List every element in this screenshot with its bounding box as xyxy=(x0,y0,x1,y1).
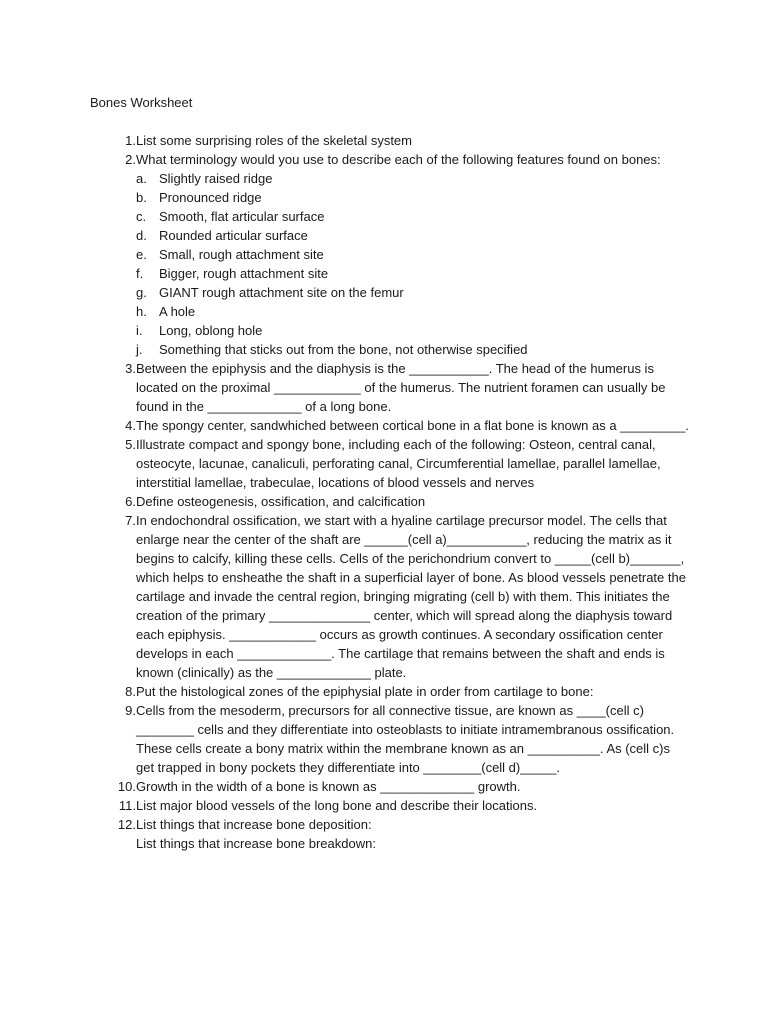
page-title: Bones Worksheet xyxy=(90,95,193,110)
question-text: The spongy center, sandwhiched between cortical bone in a flat bone is known as a _________. xyxy=(136,418,689,433)
question-item xyxy=(90,701,690,777)
subquestion-text: Something that sticks out from the bone, not otherwise specified xyxy=(159,342,528,357)
question-number-cell xyxy=(90,359,136,416)
question-item xyxy=(90,511,690,682)
question-item xyxy=(90,150,690,359)
subquestion-item xyxy=(136,245,690,264)
subquestion-text: Pronounced ridge xyxy=(159,190,262,205)
subquestion-letter: d. xyxy=(136,228,147,243)
subquestion-list xyxy=(136,169,690,359)
question-item xyxy=(90,416,690,435)
question-number: 7. xyxy=(125,513,136,528)
question-number-cell xyxy=(90,701,136,777)
subquestion-item xyxy=(136,264,690,283)
question-number: 2. xyxy=(125,152,136,167)
subquestion-item xyxy=(136,188,690,207)
question-body xyxy=(136,492,690,511)
question-item xyxy=(90,492,690,511)
question-body xyxy=(136,416,690,435)
question-text: Define osteogenesis, ossification, and calcification xyxy=(136,494,426,509)
subquestion-letter: j. xyxy=(136,342,143,357)
subquestion-letter: i. xyxy=(136,323,143,338)
question-text: In endochondral ossification, we start with a hyaline cartilage precursor model. The cells that enlarge near the center of the shaft are ______(cell a)___________, reducing the matrix as it begins to calcify, killing these cells. Cells of the perichondrium convert to _____(cell b)_______, which helps to ensheathe the shaft in a superficial layer of bone. As blood vessels penetrate the cartilage and invade the central region, bringing migrating (cell b) with them. This initiates the creation of the primary ______________ center, which will spread along the diaphysis toward each epiphysis. ____________ occurs as growth continues. A secondary ossification center develops in each _____________. The cartilage that remains between the shaft and ends is known (clinically) as the _____________ plate. xyxy=(136,513,686,680)
subquestion-item xyxy=(136,226,690,245)
question-text: Illustrate compact and spongy bone, including each of the following: Osteon, central canal, osteocyte, lacunae, canaliculi, perforating canal, Circumferential lamellae, parallel lamellae, interstitial lamellae, trabeculae, locations of blood vessels and nerves xyxy=(136,437,661,490)
subquestion-letter: b. xyxy=(136,190,147,205)
question-text: List some surprising roles of the skeletal system xyxy=(136,133,412,148)
question-text: Put the histological zones of the epiphysial plate in order from cartilage to bone: xyxy=(136,684,594,699)
subquestion-text: Small, rough attachment site xyxy=(159,247,324,262)
question-number-cell xyxy=(90,511,136,682)
subquestion-letter: g. xyxy=(136,285,147,300)
subquestion-letter: f. xyxy=(136,266,144,281)
question-number-cell xyxy=(90,150,136,359)
question-body xyxy=(136,511,690,682)
question-number-cell xyxy=(90,682,136,701)
question-number: 8. xyxy=(125,684,136,699)
question-number: 4. xyxy=(125,418,136,433)
subquestion-item xyxy=(136,207,690,226)
question-number-cell xyxy=(90,131,136,150)
subquestion-item xyxy=(136,302,690,321)
subquestion-item xyxy=(136,283,690,302)
question-number: 5. xyxy=(125,437,136,452)
question-text: List things that increase bone deposition: xyxy=(136,817,372,832)
question-number-cell xyxy=(90,416,136,435)
question-number-cell xyxy=(90,815,136,853)
question-number-cell xyxy=(90,777,136,796)
question-body xyxy=(136,682,690,701)
question-item xyxy=(90,777,690,796)
question-item xyxy=(90,682,690,701)
question-list xyxy=(90,131,690,853)
subquestion-text: Smooth, flat articular surface xyxy=(159,209,325,224)
question-body xyxy=(136,131,690,150)
question-number: 6. xyxy=(125,494,136,509)
question-item xyxy=(90,815,690,853)
question-body xyxy=(136,150,690,359)
subquestion-item xyxy=(136,169,690,188)
question-item xyxy=(90,796,690,815)
question-number: 1. xyxy=(125,133,136,148)
question-body xyxy=(136,435,690,492)
question-body xyxy=(136,815,690,853)
question-body xyxy=(136,796,690,815)
subquestion-letter: e. xyxy=(136,247,147,262)
question-body xyxy=(136,777,690,796)
question-item xyxy=(90,359,690,416)
question-text: Cells from the mesoderm, precursors for all connective tissue, are known as ____(cell c) ________ cells and they differentiate into osteoblasts to initiate intramembranous ossification. These cells create a bony matrix within the membrane known as an __________. As (cell c)s get trapped in bony pockets they differentiate into ________(cell d)_____. xyxy=(136,703,675,775)
subquestion-item xyxy=(136,340,690,359)
subquestion-letter: h. xyxy=(136,304,147,319)
question-body xyxy=(136,359,690,416)
subquestion-text: GIANT rough attachment site on the femur xyxy=(159,285,404,300)
question-number-cell xyxy=(90,492,136,511)
question-text: Growth in the width of a bone is known as _____________ growth. xyxy=(136,779,521,794)
question-number: 12. xyxy=(117,817,136,832)
subquestion-text: Bigger, rough attachment site xyxy=(159,266,329,281)
subquestion-text: Rounded articular surface xyxy=(159,228,308,243)
question-text: What terminology would you use to describe each of the following features found on bones: xyxy=(136,152,661,167)
question-body xyxy=(136,701,690,777)
question-number: 3. xyxy=(125,361,136,376)
subquestion-item xyxy=(136,321,690,340)
question-extra-text: List things that increase bone breakdown: xyxy=(136,836,376,851)
question-item xyxy=(90,435,690,492)
question-text: List major blood vessels of the long bone and describe their locations. xyxy=(136,798,538,813)
subquestion-text: Slightly raised ridge xyxy=(159,171,273,186)
question-text: Between the epiphysis and the diaphysis is the ___________. The head of the humerus is located on the proximal ____________ of the humerus. The nutrient foramen can usually be found in the _____________ of a long bone. xyxy=(136,361,666,414)
question-item xyxy=(90,131,690,150)
question-number-cell xyxy=(90,435,136,492)
question-number-cell xyxy=(90,796,136,815)
question-number: 11. xyxy=(118,798,136,813)
question-number: 10. xyxy=(117,779,136,794)
subquestion-letter: a. xyxy=(136,171,147,186)
question-number: 9. xyxy=(125,703,136,718)
subquestion-text: A hole xyxy=(159,304,196,319)
subquestion-letter: c. xyxy=(136,209,147,224)
subquestion-text: Long, oblong hole xyxy=(159,323,263,338)
